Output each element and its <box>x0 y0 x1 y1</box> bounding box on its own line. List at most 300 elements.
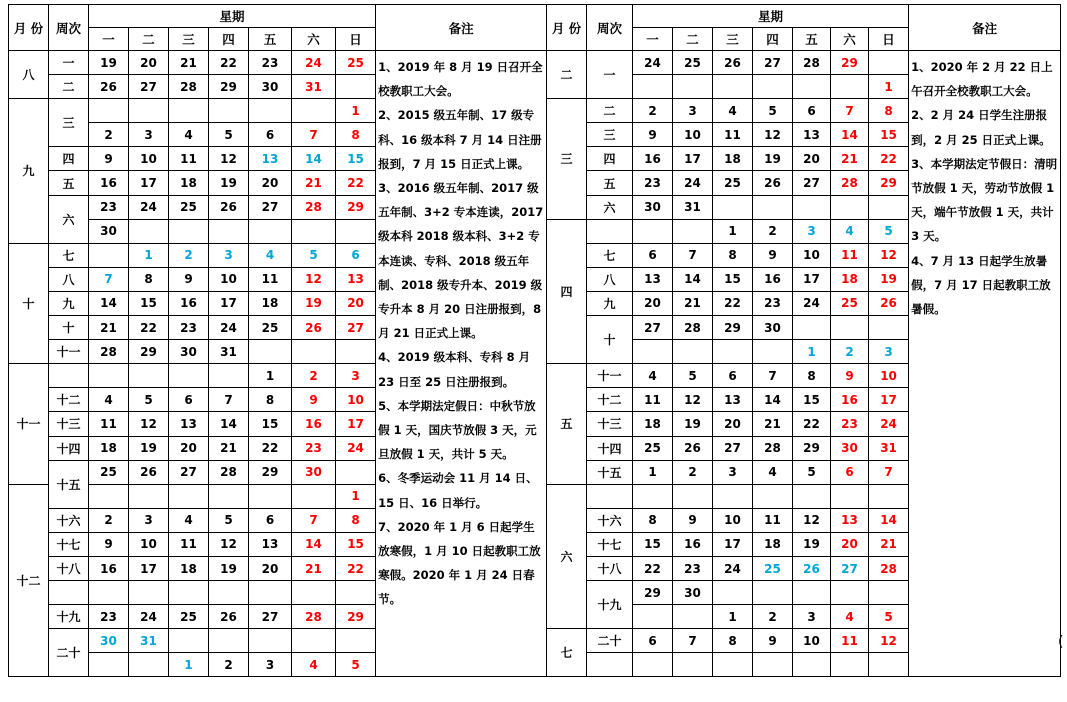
date-cell: 2 <box>673 460 713 484</box>
date-cell: 19 <box>292 291 336 315</box>
notes-cell <box>376 51 547 677</box>
date-cell: 18 <box>249 291 292 315</box>
date-cell: 15 <box>713 267 753 291</box>
date-cell: 15 <box>249 412 292 436</box>
date-cell: 21 <box>169 51 209 75</box>
date-cell <box>209 581 249 605</box>
date-cell: 31 <box>129 629 169 653</box>
month-label: 五 <box>547 364 587 484</box>
date-cell <box>169 364 209 388</box>
date-cell: 19 <box>209 171 249 195</box>
date-cell: 28 <box>89 340 129 364</box>
week-label <box>587 653 633 677</box>
date-cell <box>673 340 713 364</box>
date-cell: 27 <box>169 460 209 484</box>
date-cell: 17 <box>673 147 713 171</box>
date-cell: 14 <box>292 532 336 556</box>
month-label: 十 <box>9 243 49 363</box>
date-cell <box>129 484 169 508</box>
date-cell: 16 <box>169 291 209 315</box>
weekday-header: 星期 <box>89 5 376 28</box>
notes-header: 备注 <box>909 5 1061 51</box>
date-cell: 25 <box>713 171 753 195</box>
date-cell: 3 <box>129 123 169 147</box>
date-cell: 20 <box>169 436 209 460</box>
date-cell: 1 <box>249 364 292 388</box>
date-cell: 4 <box>831 605 869 629</box>
date-cell: 27 <box>753 51 793 75</box>
week-label: 三 <box>587 123 633 147</box>
date-cell: 10 <box>129 532 169 556</box>
date-cell: 29 <box>209 75 249 99</box>
date-cell: 24 <box>633 51 673 75</box>
date-cell: 30 <box>169 340 209 364</box>
date-cell: 21 <box>292 556 336 580</box>
week-label: 七 <box>587 243 633 267</box>
date-cell: 24 <box>713 556 753 580</box>
week-label: 二 <box>49 75 89 99</box>
date-cell <box>831 75 869 99</box>
note-item: 7、2020 年 1 月 6 日起学生放寒假，1 月 10 日起教职工放寒假。2020 年 1 月 24 日春节。 <box>378 519 541 607</box>
date-cell: 18 <box>169 556 209 580</box>
date-cell: 13 <box>713 388 753 412</box>
week-label: 十九 <box>587 581 633 629</box>
week-label: 一 <box>587 51 633 99</box>
date-cell: 7 <box>673 243 713 267</box>
date-cell: 31 <box>869 436 909 460</box>
date-cell <box>169 99 209 123</box>
week-row <box>547 51 1061 75</box>
date-cell <box>633 340 673 364</box>
date-cell: 3 <box>869 340 909 364</box>
date-cell: 30 <box>633 195 673 219</box>
date-cell: 5 <box>292 243 336 267</box>
date-cell: 27 <box>249 605 292 629</box>
date-cell: 6 <box>249 123 292 147</box>
date-cell: 6 <box>633 629 673 653</box>
date-cell: 16 <box>831 388 869 412</box>
date-cell <box>793 581 831 605</box>
week-label: 三 <box>49 99 89 147</box>
date-cell: 29 <box>713 316 753 340</box>
date-cell: 18 <box>633 412 673 436</box>
date-cell: 25 <box>89 460 129 484</box>
date-cell: 28 <box>292 605 336 629</box>
date-cell: 26 <box>129 460 169 484</box>
date-cell: 17 <box>713 532 753 556</box>
date-cell: 5 <box>793 460 831 484</box>
date-cell: 29 <box>336 195 376 219</box>
month-label: 三 <box>547 99 587 219</box>
week-label: 十三 <box>49 412 89 436</box>
date-cell: 27 <box>633 316 673 340</box>
month-label: 十一 <box>9 364 49 484</box>
date-cell: 3 <box>336 364 376 388</box>
date-cell: 8 <box>793 364 831 388</box>
date-cell <box>633 484 673 508</box>
date-cell: 19 <box>209 556 249 580</box>
date-cell: 4 <box>753 460 793 484</box>
date-cell <box>673 484 713 508</box>
date-cell <box>869 484 909 508</box>
date-cell: 19 <box>89 51 129 75</box>
date-cell: 24 <box>129 605 169 629</box>
date-cell: 10 <box>869 364 909 388</box>
date-cell: 22 <box>336 556 376 580</box>
date-cell: 2 <box>89 508 129 532</box>
date-cell <box>249 484 292 508</box>
date-cell: 13 <box>336 267 376 291</box>
week-label: 九 <box>49 291 89 315</box>
date-cell: 25 <box>673 51 713 75</box>
note-item: 4、7 月 13 日起学生放暑假，7 月 17 日起教职工放暑假。 <box>911 253 1051 317</box>
date-cell: 3 <box>793 219 831 243</box>
date-cell <box>633 653 673 677</box>
date-cell <box>793 484 831 508</box>
date-cell: 5 <box>129 388 169 412</box>
date-cell: 8 <box>249 388 292 412</box>
date-cell: 31 <box>292 75 336 99</box>
date-cell: 16 <box>673 532 713 556</box>
date-cell: 7 <box>869 460 909 484</box>
date-cell: 26 <box>713 51 753 75</box>
date-cell <box>209 629 249 653</box>
date-cell: 1 <box>633 460 673 484</box>
date-cell: 22 <box>713 291 753 315</box>
day-header: 二 <box>673 28 713 51</box>
week-label: 五 <box>587 171 633 195</box>
day-header: 三 <box>713 28 753 51</box>
week-label: 十四 <box>49 436 89 460</box>
date-cell: 8 <box>129 267 169 291</box>
month-label: 六 <box>547 484 587 629</box>
week-label: 十九 <box>49 605 89 629</box>
date-cell: 21 <box>89 316 129 340</box>
date-cell: 7 <box>831 99 869 123</box>
date-cell: 19 <box>129 436 169 460</box>
date-cell <box>793 75 831 99</box>
date-cell: 2 <box>89 123 129 147</box>
date-cell: 13 <box>249 147 292 171</box>
day-header: 四 <box>753 28 793 51</box>
date-cell: 22 <box>129 316 169 340</box>
week-label <box>587 219 633 243</box>
date-cell <box>249 340 292 364</box>
week-label: 二十 <box>587 629 633 653</box>
date-cell: 29 <box>336 605 376 629</box>
date-cell: 27 <box>249 195 292 219</box>
note-item: 5、本学期法定假日：中秋节放假 1 天，国庆节放假 3 天，元旦放假 1 天，共计 5 天。 <box>378 398 537 462</box>
date-cell: 11 <box>831 629 869 653</box>
date-cell: 3 <box>249 653 292 677</box>
week-label: 九 <box>587 291 633 315</box>
day-header: 一 <box>633 28 673 51</box>
date-cell: 24 <box>336 436 376 460</box>
week-label: 十八 <box>587 556 633 580</box>
week-label: 十八 <box>49 556 89 580</box>
date-cell: 2 <box>169 243 209 267</box>
date-cell: 29 <box>831 51 869 75</box>
date-cell: 17 <box>869 388 909 412</box>
date-cell: 1 <box>129 243 169 267</box>
date-cell: 17 <box>209 291 249 315</box>
date-cell <box>249 581 292 605</box>
date-cell: 28 <box>753 436 793 460</box>
date-cell <box>292 484 336 508</box>
date-cell: 23 <box>633 171 673 195</box>
month-label: 十二 <box>9 484 49 677</box>
date-cell: 14 <box>89 291 129 315</box>
week-label: 十七 <box>49 532 89 556</box>
date-cell: 28 <box>869 556 909 580</box>
date-cell: 15 <box>129 291 169 315</box>
date-cell: 27 <box>336 316 376 340</box>
week-label: 二十 <box>49 629 89 677</box>
date-cell: 21 <box>292 171 336 195</box>
date-cell: 3 <box>713 460 753 484</box>
date-cell: 6 <box>336 243 376 267</box>
date-cell: 11 <box>831 243 869 267</box>
week-label: 八 <box>49 267 89 291</box>
date-cell: 5 <box>753 99 793 123</box>
date-cell: 26 <box>209 605 249 629</box>
date-cell: 5 <box>209 508 249 532</box>
date-cell: 12 <box>129 412 169 436</box>
date-cell: 16 <box>753 267 793 291</box>
date-cell: 6 <box>169 388 209 412</box>
date-cell: 22 <box>633 556 673 580</box>
date-cell: 2 <box>209 653 249 677</box>
note-item: 2、2015 级五年制、17 级专科、16 级本科 7 月 14 日注册报到，7 月 15 日正式上课。 <box>378 108 542 171</box>
date-cell: 10 <box>793 629 831 653</box>
week-label: 十六 <box>587 508 633 532</box>
date-cell: 17 <box>129 556 169 580</box>
week-label: 十一 <box>49 340 89 364</box>
date-cell: 9 <box>753 243 793 267</box>
day-header: 二 <box>129 28 169 51</box>
date-cell <box>673 75 713 99</box>
day-header: 三 <box>169 28 209 51</box>
date-cell: 3 <box>673 99 713 123</box>
day-header: 五 <box>793 28 831 51</box>
date-cell: 14 <box>831 123 869 147</box>
date-cell: 18 <box>713 147 753 171</box>
note-item: 2、2 月 24 日学生注册报到，2 月 25 日正式上课。 <box>911 108 1051 147</box>
date-cell <box>831 316 869 340</box>
date-cell: 25 <box>169 195 209 219</box>
date-cell: 26 <box>673 436 713 460</box>
date-cell <box>869 581 909 605</box>
month-label: 九 <box>9 99 49 244</box>
date-cell: 17 <box>336 412 376 436</box>
weekday-header: 星期 <box>633 5 909 28</box>
date-cell: 7 <box>89 267 129 291</box>
date-cell: 28 <box>831 171 869 195</box>
date-cell <box>336 75 376 99</box>
date-cell: 5 <box>209 123 249 147</box>
day-header: 五 <box>249 28 292 51</box>
date-cell: 15 <box>869 123 909 147</box>
date-cell <box>209 484 249 508</box>
date-cell: 12 <box>869 243 909 267</box>
date-cell: 15 <box>793 388 831 412</box>
date-cell <box>169 484 209 508</box>
date-cell: 22 <box>793 412 831 436</box>
date-cell <box>129 653 169 677</box>
date-cell: 20 <box>336 291 376 315</box>
date-cell <box>753 195 793 219</box>
date-cell: 13 <box>633 267 673 291</box>
date-cell: 2 <box>633 99 673 123</box>
date-cell: 4 <box>633 364 673 388</box>
date-cell: 10 <box>793 243 831 267</box>
date-cell: 4 <box>169 508 209 532</box>
date-cell: 29 <box>869 171 909 195</box>
date-cell: 31 <box>673 195 713 219</box>
day-header: 一 <box>89 28 129 51</box>
date-cell: 8 <box>336 508 376 532</box>
date-cell: 28 <box>793 51 831 75</box>
date-cell <box>169 219 209 243</box>
date-cell: 23 <box>89 195 129 219</box>
date-cell <box>713 75 753 99</box>
date-cell: 4 <box>249 243 292 267</box>
date-cell: 25 <box>831 291 869 315</box>
date-cell <box>89 653 129 677</box>
date-cell: 12 <box>209 147 249 171</box>
date-cell <box>869 195 909 219</box>
date-cell <box>633 219 673 243</box>
date-cell: 4 <box>292 653 336 677</box>
date-cell: 10 <box>673 123 713 147</box>
date-cell: 12 <box>673 388 713 412</box>
date-cell: 7 <box>292 123 336 147</box>
date-cell: 6 <box>633 243 673 267</box>
week-label: 十四 <box>587 436 633 460</box>
date-cell: 6 <box>249 508 292 532</box>
date-cell: 10 <box>713 508 753 532</box>
date-cell: 30 <box>831 436 869 460</box>
date-cell: 29 <box>249 460 292 484</box>
day-header: 六 <box>831 28 869 51</box>
date-cell <box>89 364 129 388</box>
date-cell <box>793 316 831 340</box>
date-cell: 1 <box>713 605 753 629</box>
date-cell <box>713 653 753 677</box>
date-cell <box>129 219 169 243</box>
notes-cell <box>909 51 1064 677</box>
date-cell: 30 <box>753 316 793 340</box>
date-cell: 30 <box>249 75 292 99</box>
date-cell: 22 <box>869 147 909 171</box>
day-header: 六 <box>292 28 336 51</box>
date-cell: 16 <box>89 171 129 195</box>
date-cell <box>169 581 209 605</box>
date-cell: 12 <box>753 123 793 147</box>
date-cell: 8 <box>869 99 909 123</box>
date-cell: 9 <box>673 508 713 532</box>
date-cell: 1 <box>336 99 376 123</box>
date-cell: 14 <box>753 388 793 412</box>
date-cell: 29 <box>793 436 831 460</box>
date-cell <box>673 219 713 243</box>
date-cell: 24 <box>292 51 336 75</box>
date-cell: 14 <box>292 147 336 171</box>
date-cell <box>673 653 713 677</box>
date-cell: 24 <box>673 171 713 195</box>
date-cell <box>633 75 673 99</box>
date-cell: 30 <box>89 629 129 653</box>
date-cell <box>869 316 909 340</box>
date-cell <box>89 243 129 267</box>
date-cell: 9 <box>831 364 869 388</box>
date-cell: 3 <box>129 508 169 532</box>
date-cell <box>209 219 249 243</box>
second-semester-calendar <box>546 4 1064 677</box>
date-cell: 20 <box>793 147 831 171</box>
date-cell: 22 <box>249 436 292 460</box>
month-label: 八 <box>9 51 49 99</box>
date-cell: 20 <box>713 412 753 436</box>
date-cell: 26 <box>793 556 831 580</box>
date-cell: 16 <box>633 147 673 171</box>
date-cell: 22 <box>209 51 249 75</box>
date-cell: 7 <box>753 364 793 388</box>
date-cell: 15 <box>336 147 376 171</box>
month-header: 月 份 <box>9 5 49 51</box>
week-label: 十七 <box>587 532 633 556</box>
date-cell: 9 <box>89 532 129 556</box>
week-label: 一 <box>49 51 89 75</box>
week-label: 十五 <box>49 460 89 508</box>
date-cell: 14 <box>673 267 713 291</box>
week-label: 四 <box>49 147 89 171</box>
date-cell: 3 <box>209 243 249 267</box>
date-cell: 9 <box>169 267 209 291</box>
date-cell: 8 <box>713 629 753 653</box>
date-cell: 19 <box>673 412 713 436</box>
date-cell: 13 <box>249 532 292 556</box>
date-cell: 20 <box>249 171 292 195</box>
date-cell <box>89 581 129 605</box>
week-label: 十二 <box>587 388 633 412</box>
date-cell: 12 <box>292 267 336 291</box>
date-cell: 3 <box>793 605 831 629</box>
date-cell: 12 <box>869 629 909 653</box>
date-cell: 19 <box>793 532 831 556</box>
date-cell: 6 <box>713 364 753 388</box>
date-cell: 10 <box>129 147 169 171</box>
date-cell <box>713 484 753 508</box>
note-item: 1、2020 年 2 月 22 日上午召开全校教职工大会。 <box>911 60 1053 99</box>
date-cell: 1 <box>169 653 209 677</box>
date-cell: 4 <box>169 123 209 147</box>
date-cell: 26 <box>292 316 336 340</box>
date-cell <box>713 340 753 364</box>
date-cell: 13 <box>169 412 209 436</box>
week-row <box>9 51 547 75</box>
date-cell <box>129 99 169 123</box>
date-cell: 11 <box>713 123 753 147</box>
date-cell: 6 <box>793 99 831 123</box>
edge-mark: ( <box>1058 634 1064 650</box>
date-cell: 24 <box>129 195 169 219</box>
date-cell: 11 <box>89 412 129 436</box>
day-header: 日 <box>336 28 376 51</box>
week-label: 十五 <box>587 460 633 484</box>
date-cell: 21 <box>673 291 713 315</box>
week-label: 八 <box>587 267 633 291</box>
